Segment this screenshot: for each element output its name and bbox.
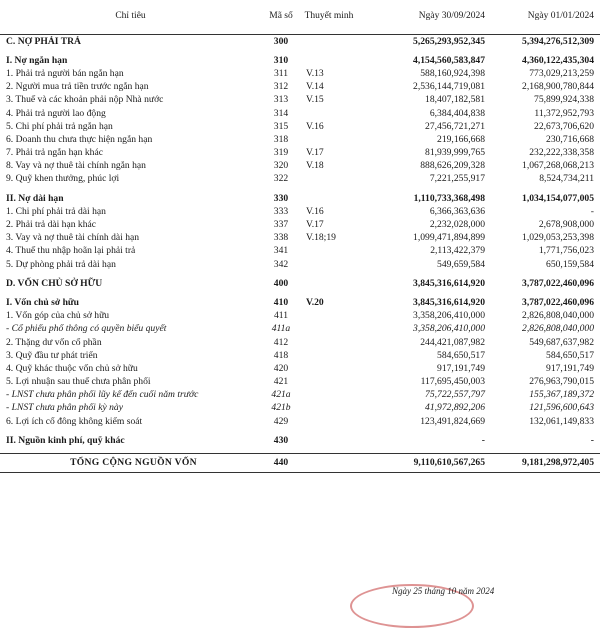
- row-prior-value: 3,787,022,460,096: [522, 277, 594, 289]
- row-code: 311: [273, 67, 289, 79]
- row-code: 319: [273, 147, 289, 159]
- row-code: 300: [273, 35, 289, 47]
- row-prior-value: 155,367,189,372: [529, 389, 594, 401]
- row-note: [301, 388, 357, 401]
- row-code: 330: [273, 192, 289, 204]
- table-row: [0, 80, 600, 93]
- row-indicator: TỔNG CỘNG NGUỒN VỐN: [0, 453, 261, 472]
- row-prior-value: -: [590, 205, 594, 217]
- table-row: [0, 218, 600, 231]
- table-row: [0, 172, 600, 185]
- row-indicator: - LNST chưa phân phối kỳ này: [6, 402, 123, 414]
- table-row: [0, 192, 600, 205]
- table-row: [0, 231, 600, 244]
- row-indicator: 5. Chi phí phải trả ngắn hạn: [6, 120, 113, 132]
- table-row: [0, 205, 600, 218]
- header-current-period: Ngày 30/09/2024: [357, 0, 493, 34]
- row-code: 400: [273, 277, 289, 289]
- table-row: [0, 258, 600, 271]
- header-prior-period: Ngày 01/01/2024: [493, 0, 600, 34]
- row-current-value: 4,154,560,583,847: [413, 54, 485, 66]
- row-code: 341: [273, 245, 289, 257]
- row-prior-value: 584,650,517: [546, 349, 594, 361]
- row-indicator: 6. Lợi ích cổ đông không kiểm soát: [6, 415, 143, 427]
- table-row: [0, 34, 600, 48]
- row-current-value: 244,421,087,982: [420, 336, 485, 348]
- table-row: [0, 415, 600, 428]
- row-prior-value: 1,029,053,253,398: [522, 232, 594, 244]
- row-current-value: 27,456,721,271: [425, 120, 485, 132]
- row-current-value: 219,166,668: [437, 133, 485, 145]
- row-note: V.17: [306, 219, 324, 231]
- table-body: [0, 34, 600, 472]
- row-indicator: 1. Phải trả người bán ngắn hạn: [6, 67, 124, 79]
- row-code: 421: [273, 376, 289, 388]
- table-row: [0, 296, 600, 309]
- row-code: 411: [273, 310, 289, 322]
- row-note: [301, 34, 357, 48]
- header-code: Mã số: [261, 0, 301, 34]
- row-note: [301, 172, 357, 185]
- row-prior-value: 917,191,749: [546, 362, 594, 374]
- row-note: [301, 133, 357, 146]
- row-current-value: 75,722,557,797: [425, 389, 485, 401]
- row-code: 430: [273, 434, 289, 446]
- row-note: V.18;19: [306, 232, 336, 244]
- row-current-value: 3,845,316,614,920: [413, 296, 485, 308]
- row-indicator: 1. Chi phí phải trả dài hạn: [6, 205, 106, 217]
- row-note: [301, 434, 357, 447]
- row-note: [301, 277, 357, 290]
- table-row: [0, 401, 600, 414]
- row-current-value: 584,650,517: [437, 349, 485, 361]
- row-current-value: 9,110,610,567,265: [357, 453, 493, 472]
- row-prior-value: 2,826,808,040,000: [522, 323, 594, 335]
- row-note: V.13: [306, 67, 324, 79]
- row-code: 342: [273, 258, 289, 270]
- row-prior-value: -: [590, 434, 594, 446]
- row-code: 429: [273, 415, 289, 427]
- row-note: [301, 349, 357, 362]
- row-code: 312: [273, 81, 289, 93]
- row-prior-value: 1,034,154,077,005: [522, 192, 594, 204]
- row-prior-value: 75,899,924,338: [534, 94, 594, 106]
- row-prior-value: 2,826,808,040,000: [522, 310, 594, 322]
- table-header-row: [0, 0, 600, 34]
- row-current-value: 6,366,363,636: [429, 205, 485, 217]
- row-prior-value: 276,963,790,015: [529, 376, 594, 388]
- row-note: [301, 106, 357, 119]
- row-note: V.16: [306, 120, 324, 132]
- row-code: 418: [273, 349, 289, 361]
- row-note: [301, 192, 357, 205]
- row-note: [301, 375, 357, 388]
- row-note: V.18: [306, 160, 324, 172]
- row-note: V.17: [306, 147, 324, 159]
- row-prior-value: 4,360,122,435,304: [522, 54, 594, 66]
- signing-date: Ngày 25 tháng 10 năm 2024: [392, 586, 495, 596]
- row-current-value: 81,939,999,765: [425, 147, 485, 159]
- row-current-value: 588,160,924,398: [420, 67, 485, 79]
- row-prior-value: 121,596,600,643: [529, 402, 594, 414]
- row-indicator: 4. Thuế thu nhập hoãn lại phải trả: [6, 245, 136, 257]
- row-note: [301, 309, 357, 322]
- row-code: 320: [273, 160, 289, 172]
- row-code: 338: [273, 232, 289, 244]
- row-code: 318: [273, 133, 289, 145]
- row-code: 310: [273, 54, 289, 66]
- row-indicator: 1. Vốn góp của chủ sở hữu: [6, 310, 110, 322]
- row-indicator: 2. Người mua trả tiền trước ngắn hạn: [6, 81, 149, 93]
- row-current-value: 18,407,182,581: [425, 94, 485, 106]
- table-row: [0, 277, 600, 290]
- table-row: [0, 54, 600, 67]
- row-current-value: 123,491,824,669: [420, 415, 485, 427]
- row-current-value: 917,191,749: [437, 362, 485, 374]
- row-prior-value: 3,787,022,460,096: [522, 296, 594, 308]
- row-prior-value: 22,673,706,620: [534, 120, 594, 132]
- row-indicator: 8. Vay và nợ thuê tài chính ngắn hạn: [6, 160, 146, 172]
- row-prior-value: 8,524,734,211: [539, 173, 594, 185]
- row-code: 421b: [271, 402, 291, 414]
- row-code: 412: [273, 336, 289, 348]
- row-indicator: - LNST chưa phân phối lũy kế đến cuối năm trước: [6, 389, 199, 401]
- row-prior-value: 132,061,149,833: [529, 415, 594, 427]
- row-current-value: 888,626,209,328: [420, 160, 485, 172]
- row-code: 315: [273, 120, 289, 132]
- row-prior-value: 549,687,637,982: [529, 336, 594, 348]
- row-current-value: 1,099,471,894,899: [413, 232, 485, 244]
- row-indicator: 5. Dự phòng phải trả dài hạn: [6, 258, 116, 270]
- row-prior-value: 11,372,952,793: [534, 107, 594, 119]
- row-code: 322: [273, 173, 289, 185]
- row-code: 421a: [271, 389, 291, 401]
- row-current-value: 3,845,316,614,920: [413, 277, 485, 289]
- row-prior-value: 5,394,276,512,309: [522, 35, 594, 47]
- row-prior-value: 9,181,298,972,405: [493, 453, 600, 472]
- row-indicator: II. Nợ dài hạn: [6, 192, 64, 204]
- table-row: [0, 120, 600, 133]
- row-indicator: 6. Doanh thu chưa thực hiện ngắn hạn: [6, 133, 153, 145]
- row-code: 411a: [271, 323, 291, 335]
- row-prior-value: 1,067,268,068,213: [522, 160, 594, 172]
- row-indicator: 2. Phải trả dài hạn khác: [6, 219, 97, 231]
- row-indicator: 3. Thuế và các khoản phải nộp Nhà nước: [6, 94, 164, 106]
- row-prior-value: 650,159,584: [546, 258, 594, 270]
- row-current-value: 7,221,255,917: [429, 173, 485, 185]
- row-note: [301, 54, 357, 67]
- row-current-value: 2,113,422,379: [430, 245, 485, 257]
- table-row: [0, 244, 600, 257]
- row-indicator: I. Nợ ngắn hạn: [6, 54, 68, 66]
- table-row: [0, 133, 600, 146]
- row-prior-value: 232,222,338,358: [529, 147, 594, 159]
- row-indicator: 2. Thặng dư vốn cổ phần: [6, 336, 102, 348]
- row-code: 337: [273, 219, 289, 231]
- table-row: [0, 67, 600, 80]
- row-code: 314: [273, 107, 289, 119]
- header-note: Thuyết minh: [301, 0, 357, 34]
- table-row: [0, 93, 600, 106]
- row-prior-value: 2,678,908,000: [538, 219, 594, 231]
- row-note: [301, 244, 357, 257]
- row-current-value: 3,358,206,410,000: [413, 310, 485, 322]
- table-row: [0, 335, 600, 348]
- row-current-value: -: [481, 434, 485, 446]
- row-current-value: 3,358,206,410,000: [413, 323, 485, 335]
- row-prior-value: 773,029,213,259: [529, 67, 594, 79]
- row-indicator: 4. Phải trả người lao động: [6, 107, 106, 119]
- table-row: [0, 375, 600, 388]
- row-code: 440: [261, 453, 301, 472]
- row-prior-value: 230,716,668: [546, 133, 594, 145]
- row-indicator: C. NỢ PHẢI TRẢ: [6, 35, 81, 47]
- row-current-value: 2,232,028,000: [429, 219, 485, 231]
- row-note: V.15: [306, 94, 324, 106]
- table-row: [0, 349, 600, 362]
- table-row: [0, 362, 600, 375]
- row-note: [301, 258, 357, 271]
- row-indicator: 3. Vay và nợ thuê tài chính dài hạn: [6, 232, 140, 244]
- table-row: [0, 388, 600, 401]
- row-current-value: 5,265,293,952,345: [413, 35, 485, 47]
- row-prior-value: 2,168,900,780,844: [522, 81, 594, 93]
- row-indicator: 9. Quỹ khen thưởng, phúc lợi: [6, 173, 120, 185]
- row-current-value: 549,659,584: [437, 258, 485, 270]
- row-indicator: - Cổ phiếu phổ thông có quyền biểu quyết: [6, 323, 167, 335]
- row-code: 410: [273, 296, 289, 308]
- row-indicator: D. VỐN CHỦ SỞ HỮU: [6, 277, 103, 289]
- row-current-value: 41,972,892,206: [425, 402, 485, 414]
- row-indicator: 7. Phải trả ngắn hạn khác: [6, 147, 103, 159]
- row-indicator: 4. Quỹ khác thuộc vốn chủ sở hữu: [6, 362, 138, 374]
- row-indicator: 5. Lợi nhuận sau thuế chưa phân phối: [6, 376, 151, 388]
- header-indicator: Chỉ tiêu: [0, 0, 261, 34]
- row-prior-value: 1,771,756,023: [538, 245, 594, 257]
- table-row: [0, 106, 600, 119]
- row-indicator: 3. Quỹ đầu tư phát triển: [6, 349, 98, 361]
- row-note: [301, 362, 357, 375]
- total-row: [0, 453, 600, 472]
- row-note: [301, 335, 357, 348]
- row-note: V.16: [306, 205, 324, 217]
- row-note: [301, 453, 357, 472]
- row-note: V.20: [306, 296, 324, 308]
- row-indicator: I. Vốn chủ sở hữu: [6, 296, 80, 308]
- row-indicator: II. Nguồn kinh phí, quỹ khác: [6, 434, 125, 446]
- table-row: [0, 159, 600, 172]
- row-note: [301, 415, 357, 428]
- table-row: [0, 434, 600, 447]
- row-current-value: 1,110,733,368,498: [413, 192, 485, 204]
- table-row: [0, 146, 600, 159]
- table-row: [0, 322, 600, 335]
- row-note: [301, 401, 357, 414]
- row-code: 313: [273, 94, 289, 106]
- row-current-value: 2,536,144,719,081: [413, 81, 485, 93]
- row-code: 333: [273, 205, 289, 217]
- row-current-value: 6,384,404,838: [429, 107, 485, 119]
- row-note: [301, 322, 357, 335]
- row-note: V.14: [306, 81, 324, 93]
- row-current-value: 117,695,450,003: [420, 376, 485, 388]
- table-row: [0, 309, 600, 322]
- row-code: 420: [273, 362, 289, 374]
